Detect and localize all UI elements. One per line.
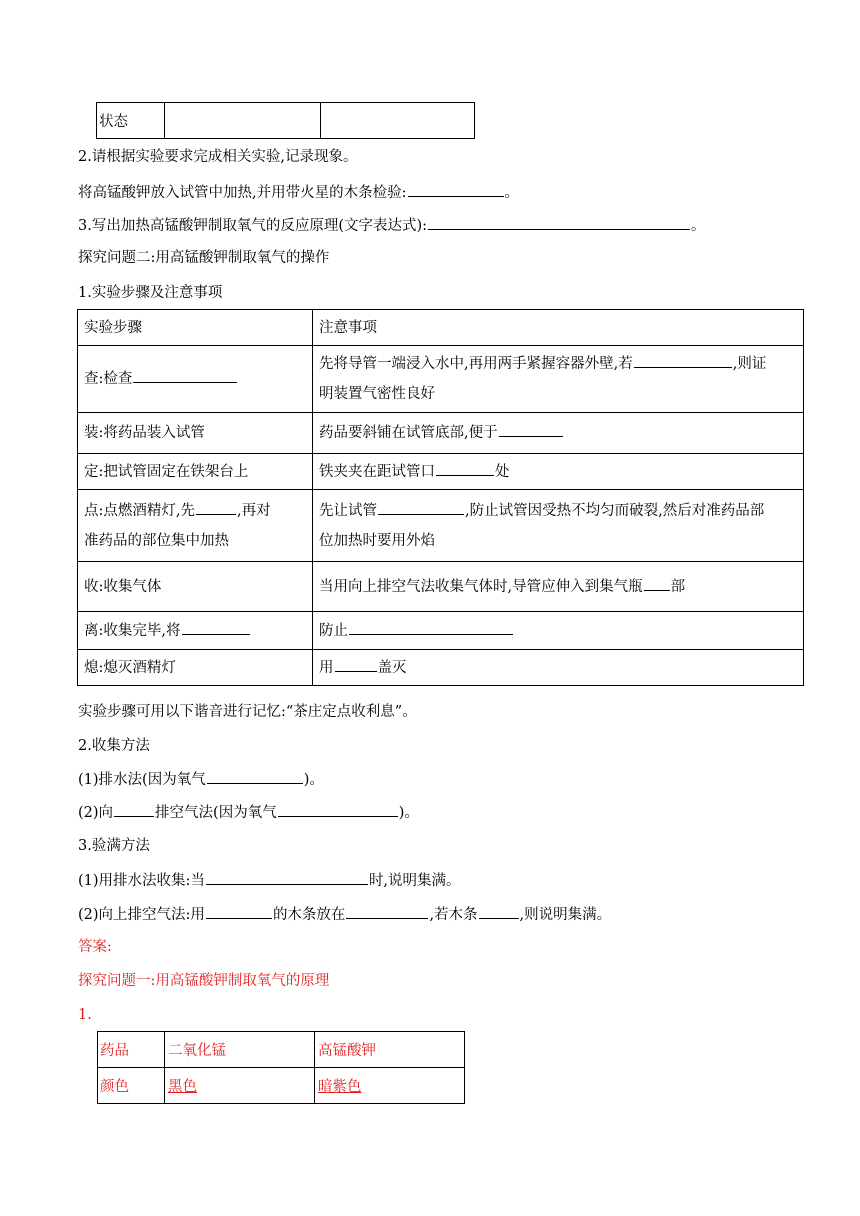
check-l1-text: (1)用排水法收集:当 <box>78 873 205 889</box>
step-check <box>78 346 313 413</box>
collect-l2-text: (2)向 <box>78 805 114 821</box>
note-light <box>313 490 804 562</box>
state-cell-2 <box>165 103 321 139</box>
section2-title: 探究问题二:用高锰酸钾制取氧气的操作 <box>78 250 330 266</box>
mnemonic: 实验步骤可用以下谐音进行记忆:“茶庄定点收利息”。 <box>78 704 417 720</box>
header-note: 注意事项 <box>313 310 804 346</box>
step-light-text-3: 准药品的部位集中加热 <box>84 532 229 549</box>
note-load-text: 药品要斜铺在试管底部,便于 <box>319 425 498 441</box>
answer-label: 答案: <box>78 939 112 955</box>
steps-table <box>77 309 804 686</box>
collect-l2-blank-2[interactable] <box>278 802 398 817</box>
state-label: 状态 <box>97 103 165 139</box>
check-line-1 <box>78 870 461 891</box>
check-l2-blank-2[interactable] <box>346 904 428 919</box>
step-light <box>78 490 313 562</box>
note-collect-text-2: 部 <box>670 578 686 595</box>
collect-title: 2.收集方法 <box>78 738 150 754</box>
step-extinguish: 熄:熄灭酒精灯 <box>78 650 313 686</box>
note-light-text-3: 位加热时要用外焰 <box>319 532 435 549</box>
q2-prompt: 将高锰酸钾放入试管中加热,并用带火星的木条检验: <box>78 185 407 201</box>
note-light-text-2: ,防止试管因受热不均匀而破裂,然后对准药品部 <box>465 502 765 519</box>
collect-l2-end: )。 <box>398 805 419 821</box>
collect-l2-blank-1[interactable] <box>114 802 154 817</box>
note-fix-text-2: 处 <box>495 463 510 480</box>
check-l1-end: 时,说明集满。 <box>368 873 461 889</box>
collect-line-2 <box>78 802 419 823</box>
check-l2-text-2: 的木条放在 <box>272 907 346 923</box>
step-light-text: 点:点燃酒精灯,先 <box>84 502 195 519</box>
answer-title: 探究问题一:用高锰酸钾制取氧气的原理 <box>78 973 330 989</box>
collect-l1-blank[interactable] <box>207 769 303 784</box>
check-title: 3.验满方法 <box>78 838 150 854</box>
answer-table <box>97 1031 465 1104</box>
q3-blank[interactable] <box>428 215 690 230</box>
answer-row2-col1: 颜色 <box>98 1068 165 1104</box>
check-l1-blank[interactable] <box>206 870 368 885</box>
note-extinguish-blank[interactable] <box>335 657 377 672</box>
step-check-blank[interactable] <box>133 368 237 383</box>
check-l2-blank-3[interactable] <box>479 904 519 919</box>
note-fix-blank[interactable] <box>436 461 494 476</box>
q3-prompt: 3.写出加热高锰酸钾制取氧气的反应原理(文字表达式): <box>78 218 428 234</box>
answer-row1-col3: 高锰酸钾 <box>315 1032 465 1068</box>
q2-title: 2.请根据实验要求完成相关实验,记录现象。 <box>78 149 358 165</box>
q2-end: 。 <box>504 185 519 201</box>
note-remove-text: 防止 <box>319 622 348 639</box>
note-collect-blank[interactable] <box>644 576 670 591</box>
note-check-text-3: 明装置气密性良好 <box>319 386 435 402</box>
collect-l2-text-2: 排空气法(因为氧气 <box>155 805 277 821</box>
collect-line-1 <box>78 769 324 790</box>
step-check-text: 查:检查 <box>84 371 133 387</box>
q2-blank[interactable] <box>408 182 504 197</box>
note-remove-blank[interactable] <box>349 620 513 635</box>
header-step: 实验步骤 <box>78 310 313 346</box>
note-extinguish-text: 用 <box>319 659 334 676</box>
collect-l1-text: (1)排水法(因为氧气 <box>78 772 206 788</box>
answer-row2-col3: 暗紫色 <box>315 1068 465 1104</box>
steps-title: 1.实验步骤及注意事项 <box>78 285 223 301</box>
note-extinguish <box>313 650 804 686</box>
state-table <box>96 102 475 139</box>
note-extinguish-text-2: 盖灭 <box>377 659 407 676</box>
answer-row1-col1: 药品 <box>98 1032 165 1068</box>
note-load-blank[interactable] <box>499 422 563 437</box>
note-light-text: 先让试管 <box>319 502 377 519</box>
note-load <box>313 413 804 454</box>
answer-row1-col2: 二氧化锰 <box>165 1032 315 1068</box>
step-fix: 定:把试管固定在铁架台上 <box>78 454 313 490</box>
collect-l1-end: )。 <box>303 772 324 788</box>
step-remove <box>78 612 313 650</box>
note-check <box>313 346 804 413</box>
note-collect <box>313 562 804 612</box>
step-light-blank[interactable] <box>196 500 236 515</box>
state-cell-3 <box>321 103 475 139</box>
note-remove <box>313 612 804 650</box>
note-collect-text: 当用向上排空气法收集气体时,导管应伸入到集气瓶 <box>319 578 643 595</box>
check-l2-text-3: ,若木条 <box>429 907 478 923</box>
check-l2-text: (2)向上排空气法:用 <box>78 907 205 923</box>
note-check-text: 先将导管一端浸入水中,再用两手紧握容器外壁,若 <box>319 356 633 372</box>
note-fix <box>313 454 804 490</box>
answer-row2-col2: 黑色 <box>165 1068 315 1104</box>
check-line-2 <box>78 904 611 925</box>
check-l2-end: ,则说明集满。 <box>519 907 612 923</box>
q3-end: 。 <box>691 218 706 234</box>
step-light-text-2: ,再对 <box>237 502 271 519</box>
q3-line <box>78 215 706 236</box>
note-check-text-2: ,则证 <box>732 356 767 372</box>
q2-line <box>78 182 519 203</box>
note-light-blank[interactable] <box>378 500 464 515</box>
step-collect: 收:收集气体 <box>78 562 313 612</box>
step-remove-blank[interactable] <box>182 620 250 635</box>
check-l2-blank-1[interactable] <box>206 904 272 919</box>
note-fix-text: 铁夹夹在距试管口 <box>319 463 435 480</box>
step-load: 装:将药品装入试管 <box>78 413 313 454</box>
note-check-blank[interactable] <box>634 353 732 368</box>
step-remove-text: 离:收集完毕,将 <box>84 622 181 639</box>
answer-num: 1. <box>78 1007 92 1023</box>
